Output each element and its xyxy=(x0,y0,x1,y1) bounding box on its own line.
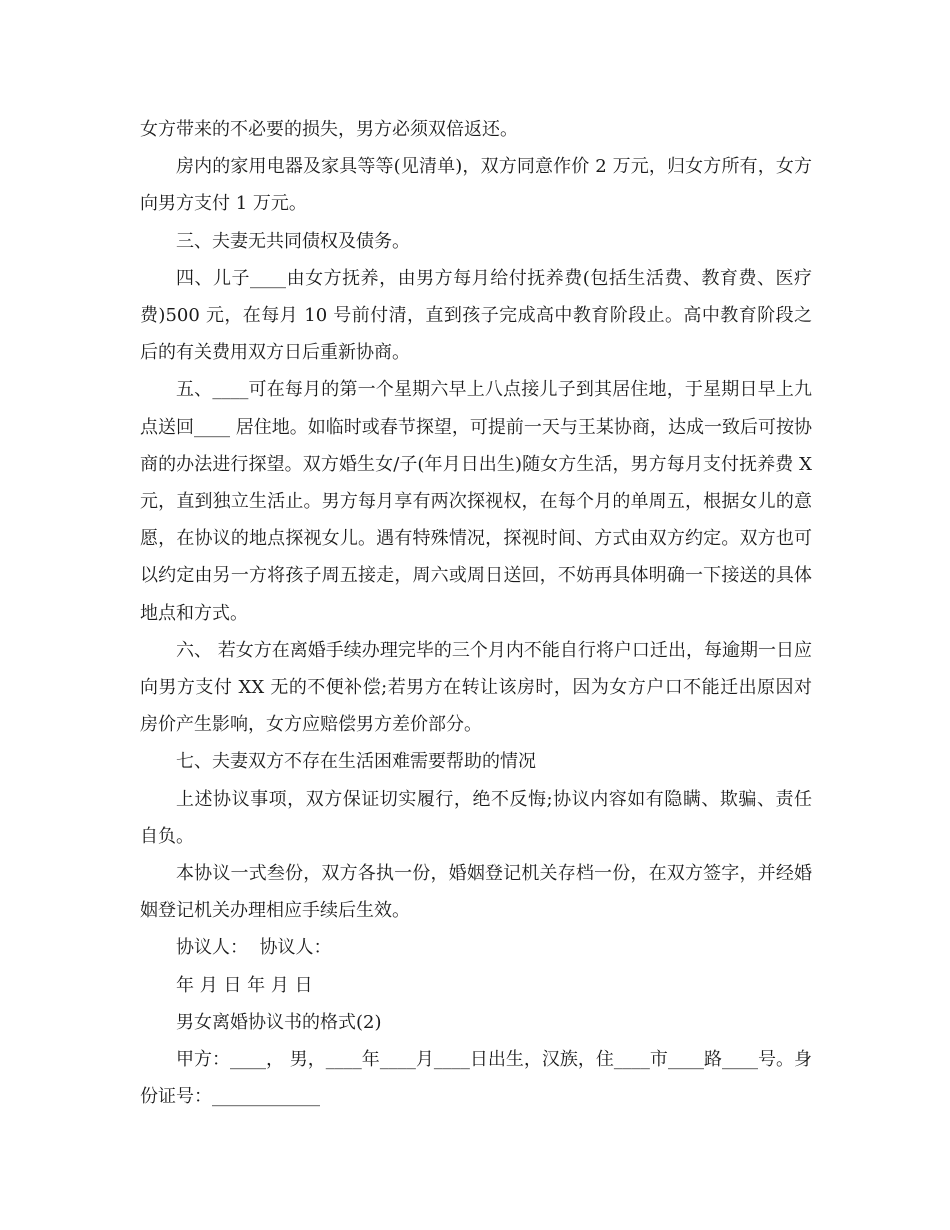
paragraph-party-a: 甲方：____， 男，____年____月____日出生，汉族，住____市____路____号。身份证号：____________ xyxy=(140,1049,812,1108)
paragraph-appliances: 房内的家用电器及家具等等(见清单)，双方同意作价 2 万元，归女方所有，女方向男方支付 1 万元。 xyxy=(140,156,812,215)
paragraph-household-registration: 六、 若女方在离婚手续办理完毕的三个月内不能自行将户口迁出，每逾期一日应向男方支付 XX 无的不便补偿;若男方在转让该房时，因为女方户口不能迁出原因对房价产生影响，女方应赔偿男方差价部分。 xyxy=(140,639,812,736)
paragraph-copies: 本协议一式叁份，双方各执一份，婚姻登记机关存档一份，在双方签字，并经婚姻登记机关办理相应手续后生效。 xyxy=(140,863,812,922)
paragraph-loss-return: 女方带来的不必要的损失，男方必须双倍返还。 xyxy=(140,119,518,140)
paragraph-guarantee: 上述协议事项，双方保证切实履行，绝不反悔;协议内容如有隐瞒、欺骗、责任自负。 xyxy=(140,788,812,847)
paragraph-debts: 三、夫妻无共同债权及债务。 xyxy=(176,230,410,252)
paragraph-signatories: 协议人： 协议人： xyxy=(176,937,332,959)
paragraph-visitation: 五、____可在每月的第一个星期六早上八点接儿子到其居住地，于星期日早上九点送回____ 居住地。如临时或春节探望，可提前一天与王某协商，达成一致后可按协商的办法进行探望。双方婚生女/子(年月日出生)随女方生活，男方每月支付抚养费 X 元，直到独立生活止。男方每月享有两次探视权，在每个月的单周五，根据女儿的意愿，在协议的地点探视女儿。遇有特殊情况，探视时间、方式由双方约定。双方也可以约定由另一方将孩子周五接走，周六或周日送回，不妨再具体明确一下接送的具体地点和方式。 xyxy=(140,379,818,624)
paragraph-dates: 年 月 日 年 月 日 xyxy=(176,974,313,996)
document-body xyxy=(140,111,818,1115)
paragraph-child-support: 四、儿子____由女方抚养，由男方每月给付抚养费(包括生活费、教育费、医疗费)500 元，在每月 10 号前付清，直到孩子完成高中教育阶段止。高中教育阶段之后的有关费用双方日后重新协商。 xyxy=(140,267,812,364)
section-heading-format-2: 男女离婚协议书的格式(2) xyxy=(176,1011,382,1033)
paragraph-no-hardship: 七、夫妻双方不存在生活困难需要帮助的情况 xyxy=(176,751,536,773)
